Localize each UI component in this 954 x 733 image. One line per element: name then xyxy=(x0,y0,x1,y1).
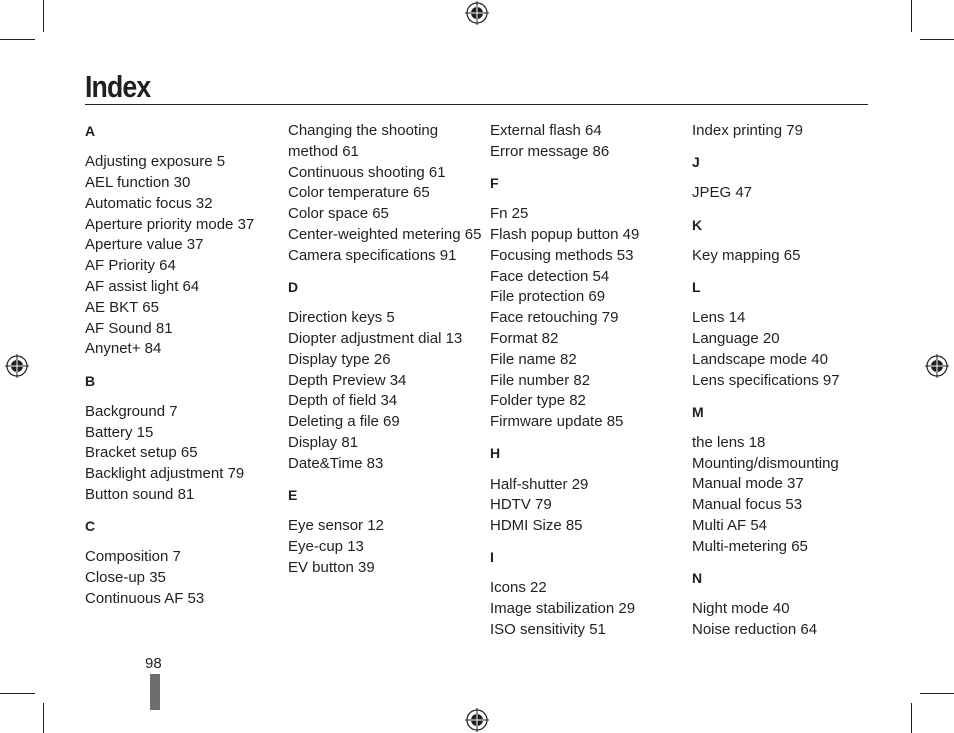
index-entry: Lens 14 xyxy=(692,309,746,327)
page-number: 98 xyxy=(145,655,162,672)
index-entry: Face detection 54 xyxy=(490,267,610,285)
index-entry: Depth Preview 34 xyxy=(288,371,407,389)
index-entry: Eye sensor 12 xyxy=(288,517,384,535)
index-entry: Display 81 xyxy=(288,433,359,451)
section-gap xyxy=(288,506,483,516)
index-entry: Half-shutter 29 xyxy=(490,475,589,493)
section-gap xyxy=(490,194,685,204)
index-entry: Key mapping 65 xyxy=(692,246,801,264)
section-gap xyxy=(692,298,887,308)
section-gap xyxy=(490,568,685,578)
index-letter-heading: F xyxy=(490,174,499,191)
index-entry: Image stabilization 29 xyxy=(490,600,636,618)
section-gap xyxy=(692,558,887,568)
index-entry: Direction keys 5 xyxy=(288,309,395,327)
section-gap xyxy=(692,173,887,183)
title-rule xyxy=(85,104,868,105)
index-entry: Eye-cup 13 xyxy=(288,537,364,555)
section-gap xyxy=(692,391,887,401)
index-entry: Button sound 81 xyxy=(85,485,195,503)
index-entry: HDMI Size 85 xyxy=(490,517,583,535)
index-entry: AF Sound 81 xyxy=(85,319,173,337)
index-entry: Center-weighted metering 65 xyxy=(288,225,482,243)
section-gap xyxy=(85,142,280,152)
index-entry: Battery 15 xyxy=(85,423,154,441)
index-letter-heading: K xyxy=(692,216,703,233)
section-gap xyxy=(490,433,685,443)
index-entry: Multi-metering 65 xyxy=(692,537,808,555)
registration-mark-icon xyxy=(925,354,949,378)
index-column-3 xyxy=(490,121,685,641)
index-entry: File protection 69 xyxy=(490,288,606,306)
index-entry: AEL function 30 xyxy=(85,173,191,191)
index-entry: HDTV 79 xyxy=(490,496,552,514)
section-gap xyxy=(288,298,483,308)
index-entry: Color temperature 65 xyxy=(288,184,430,202)
page-title: Index xyxy=(85,69,151,104)
section-gap xyxy=(85,537,280,547)
registration-mark-icon xyxy=(465,1,489,25)
index-entry: Aperture value 37 xyxy=(85,236,204,254)
index-letter-heading: M xyxy=(692,403,704,420)
index-entry: Index printing 79 xyxy=(692,122,803,139)
index-entry: Bracket setup 65 xyxy=(85,444,198,462)
index-entry: Date&Time 83 xyxy=(288,454,384,472)
index-entry: ISO sensitivity 51 xyxy=(490,621,606,639)
index-entry: Composition 7 xyxy=(85,548,181,566)
crop-mark xyxy=(911,703,912,733)
index-letter-heading: J xyxy=(692,154,700,171)
index-entry: Camera specifications 91 xyxy=(288,246,457,264)
index-entry: Deleting a file 69 xyxy=(288,413,400,431)
index-entry: Lens specifications 97 xyxy=(692,371,840,389)
index-entry: Error message 86 xyxy=(490,142,610,160)
index-entry: Background 7 xyxy=(85,402,178,420)
index-letter-heading: B xyxy=(85,372,96,389)
index-entry: File name 82 xyxy=(490,350,577,368)
index-entry: Diopter adjustment dial 13 xyxy=(288,329,463,347)
index-column-2 xyxy=(288,121,483,579)
index-letter-heading: A xyxy=(85,123,96,139)
section-gap xyxy=(692,235,887,245)
index-entry: Firmware update 85 xyxy=(490,413,624,431)
index-entry: the lens 18 xyxy=(692,433,766,451)
section-gap xyxy=(490,163,685,173)
index-entry: Folder type 82 xyxy=(490,392,586,410)
index-entry: JPEG 47 xyxy=(692,184,753,202)
index-entry: Manual focus 53 xyxy=(692,496,803,514)
index-entry: AF assist light 64 xyxy=(85,277,200,295)
crop-mark xyxy=(0,39,35,40)
index-entry: Focusing methods 53 xyxy=(490,246,634,264)
crop-mark xyxy=(43,0,44,32)
section-gap xyxy=(288,475,483,485)
section-gap xyxy=(490,537,685,547)
index-entry: Face retouching 79 xyxy=(490,309,619,327)
index-entry: Mounting/dismounting xyxy=(692,454,839,472)
section-gap xyxy=(490,464,685,474)
index-entry: Anynet+ 84 xyxy=(85,340,162,358)
index-entry: Landscape mode 40 xyxy=(692,350,828,368)
index-entry: Display type 26 xyxy=(288,350,391,368)
section-gap xyxy=(692,589,887,599)
index-letter-heading: I xyxy=(490,549,494,566)
crop-mark xyxy=(43,703,44,733)
index-letter-heading: H xyxy=(490,445,501,462)
section-gap xyxy=(85,506,280,516)
registration-mark-icon xyxy=(5,354,29,378)
index-entry: Automatic focus 32 xyxy=(85,194,213,212)
section-gap xyxy=(85,360,280,370)
index-entry: Aperture priority mode 37 xyxy=(85,215,255,233)
index-column-1 xyxy=(85,121,280,610)
index-entry: Format 82 xyxy=(490,329,559,347)
index-entry: Noise reduction 64 xyxy=(692,621,818,639)
index-entry: AE BKT 65 xyxy=(85,298,159,316)
section-gap xyxy=(692,142,887,152)
index-entry: Language 20 xyxy=(692,329,780,347)
index-entry: AF Priority 64 xyxy=(85,257,176,275)
crop-mark xyxy=(920,693,954,694)
index-entry: Multi AF 54 xyxy=(692,517,768,535)
index-entry: Continuous AF 53 xyxy=(85,589,205,607)
page-tab-marker xyxy=(150,674,160,710)
index-entry: Continuous shooting 61 xyxy=(288,163,446,181)
section-gap xyxy=(692,204,887,214)
section-gap xyxy=(85,391,280,401)
index-entry: Adjusting exposure 5 xyxy=(85,153,226,171)
section-gap xyxy=(288,267,483,277)
index-entry: Depth of field 34 xyxy=(288,392,398,410)
index-letter-heading: D xyxy=(288,278,299,295)
crop-mark xyxy=(0,693,35,694)
crop-mark xyxy=(911,0,912,32)
index-letter-heading: C xyxy=(85,518,96,535)
index-letter-heading: E xyxy=(288,486,298,503)
index-entry: Color space 65 xyxy=(288,205,389,223)
section-gap xyxy=(692,267,887,277)
index-entry: Manual mode 37 xyxy=(692,475,804,493)
index-letter-heading: N xyxy=(692,570,703,587)
index-column-4 xyxy=(692,121,887,641)
section-gap xyxy=(692,423,887,433)
index-entry: Flash popup button 49 xyxy=(490,225,640,243)
crop-mark xyxy=(920,39,954,40)
registration-mark-icon xyxy=(465,708,489,732)
index-entry: EV button 39 xyxy=(288,558,375,576)
index-entry: Close-up 35 xyxy=(85,569,166,587)
index-entry: File number 82 xyxy=(490,371,591,389)
index-entry: Backlight adjustment 79 xyxy=(85,465,245,483)
index-entry: Changing the shooting method 61 xyxy=(288,122,439,160)
index-entry: Icons 22 xyxy=(490,579,547,597)
index-letter-heading: L xyxy=(692,278,701,295)
index-entry: External flash 64 xyxy=(490,122,602,139)
index-entry: Night mode 40 xyxy=(692,600,790,618)
index-entry: Fn 25 xyxy=(490,205,529,223)
